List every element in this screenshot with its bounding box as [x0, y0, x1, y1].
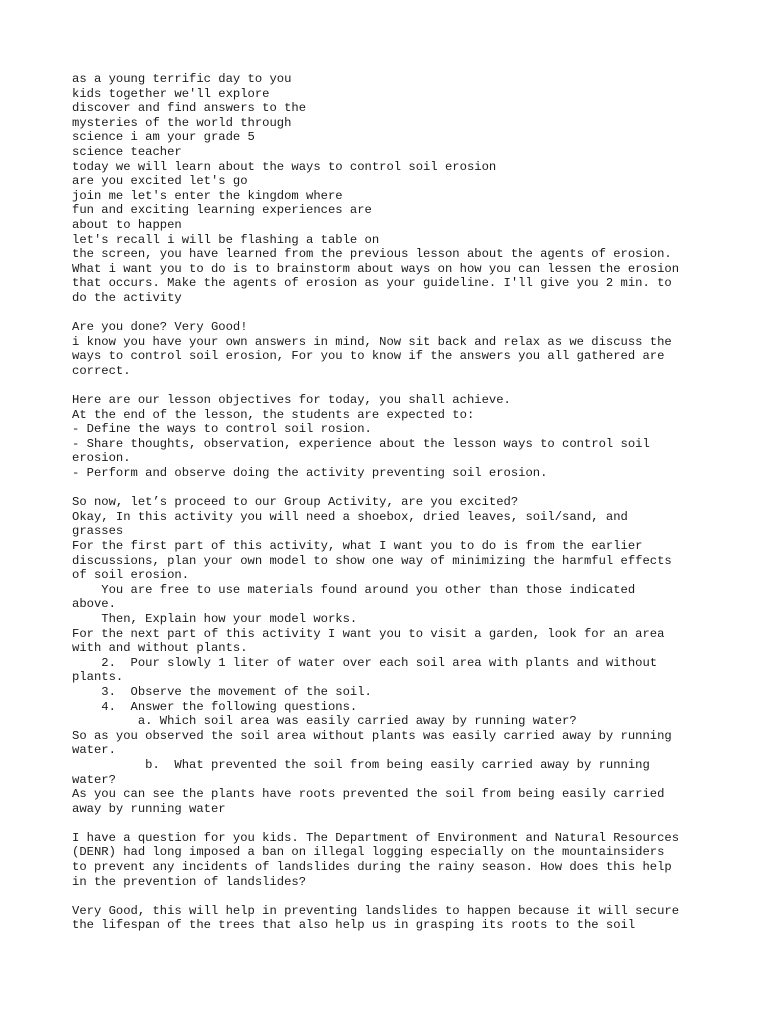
text-line: You are free to use materials found around you other than those indicated — [72, 582, 636, 597]
text-line: about to happen — [72, 217, 182, 232]
text-line: science i am your grade 5 — [72, 130, 255, 145]
text-line: kids together we'll explore — [72, 86, 270, 101]
step-item: 4. Answer the following questions. — [72, 699, 358, 714]
text-line: do the activity — [72, 290, 182, 305]
text-line: Very Good, this will help in preventing landslides to happen because it will secure — [72, 903, 680, 918]
text-line: that occurs. Make the agents of erosion as your guideline. I'll give you 2 min. to — [72, 276, 672, 291]
text-line: let's recall i will be flashing a table on — [72, 232, 380, 247]
text-line: As you can see the plants have roots prevented the soil from being easily carried — [72, 787, 665, 802]
text-line: erosion. — [72, 451, 131, 466]
text-line: water? — [72, 772, 116, 787]
text-line: I have a question for you kids. The Department of Environment and Natural Resources — [72, 830, 680, 845]
text-line: Then, Explain how your model works. — [72, 611, 358, 626]
text-line: fun and exciting learning experiences are — [72, 203, 372, 218]
text-line: with and without plants. — [72, 641, 248, 656]
text-line: grasses — [72, 524, 124, 539]
text-line: mysteries of the world through — [72, 115, 292, 130]
text-line: above. — [72, 597, 116, 612]
text-line: So now, let’s proceed to our Group Activity, are you excited? — [72, 495, 519, 510]
step-item: 3. Observe the movement of the soil. — [72, 684, 372, 699]
objective-item: - Share thoughts, observation, experience about the lesson ways to control soil — [72, 436, 650, 451]
question-item: a. Which soil area was easily carried away by running water? — [72, 714, 577, 729]
text-line: the lifespan of the trees that also help us in grasping its roots to the soil — [72, 918, 636, 933]
text-line: What i want you to do is to brainstorm about ways on how you can lessen the erosion — [72, 261, 680, 276]
text-line: correct. — [72, 363, 131, 378]
text-line: to prevent any incidents of landslides during the rainy season. How does this help — [72, 860, 672, 875]
document-page — [72, 72, 712, 933]
text-line: join me let's enter the kingdom where — [72, 188, 343, 203]
text-line: discussions, plan your own model to show one way of minimizing the harmful effects — [72, 553, 672, 568]
text-line: are you excited let's go — [72, 174, 248, 189]
text-line: So as you observed the soil area without plants was easily carried away by running — [72, 728, 672, 743]
objective-item: - Define the ways to control soil rosion. — [72, 422, 372, 437]
blank-line — [72, 816, 712, 831]
text-line: plants. — [72, 670, 124, 685]
text-line: away by running water — [72, 801, 226, 816]
objective-item: - Perform and observe doing the activity preventing soil erosion. — [72, 466, 548, 481]
text-line: water. — [72, 743, 116, 758]
text-line: Okay, In this activity you will need a shoebox, dried leaves, soil/sand, and — [72, 509, 628, 524]
step-item: 2. Pour slowly 1 liter of water over each soil area with plants and without — [72, 655, 658, 670]
text-line: Are you done? Very Good! — [72, 320, 248, 335]
blank-line — [72, 306, 712, 321]
blank-line — [72, 889, 712, 904]
text-line: today we will learn about the ways to control soil erosion — [72, 159, 497, 174]
text-line: as a young terrific day to you — [72, 72, 292, 86]
text-line: (DENR) had long imposed a ban on illegal logging especially on the mountainsiders — [72, 845, 665, 860]
text-line: i know you have your own answers in mind, Now sit back and relax as we discuss the — [72, 334, 672, 349]
blank-line — [72, 481, 712, 496]
text-line: For the first part of this activity, what I want you to do is from the earlier — [72, 539, 643, 553]
text-line: of soil erosion. — [72, 568, 190, 583]
text-line: Here are our lesson objectives for today, you shall achieve. — [72, 393, 511, 408]
question-item: b. What prevented the soil from being easily carried away by running — [72, 757, 650, 772]
text-line: For the next part of this activity I want you to visit a garden, look for an area — [72, 626, 665, 641]
text-line: ways to control soil erosion, For you to know if the answers you all gathered are — [72, 349, 665, 364]
text-line: science teacher — [72, 144, 182, 159]
text-line: At the end of the lesson, the students are expected to: — [72, 407, 475, 422]
text-line: discover and find answers to the — [72, 101, 307, 116]
text-line: in the prevention of landslides? — [72, 874, 307, 889]
text-line: the screen, you have learned from the previous lesson about the agents of erosion. — [72, 247, 672, 262]
blank-line — [72, 378, 712, 393]
